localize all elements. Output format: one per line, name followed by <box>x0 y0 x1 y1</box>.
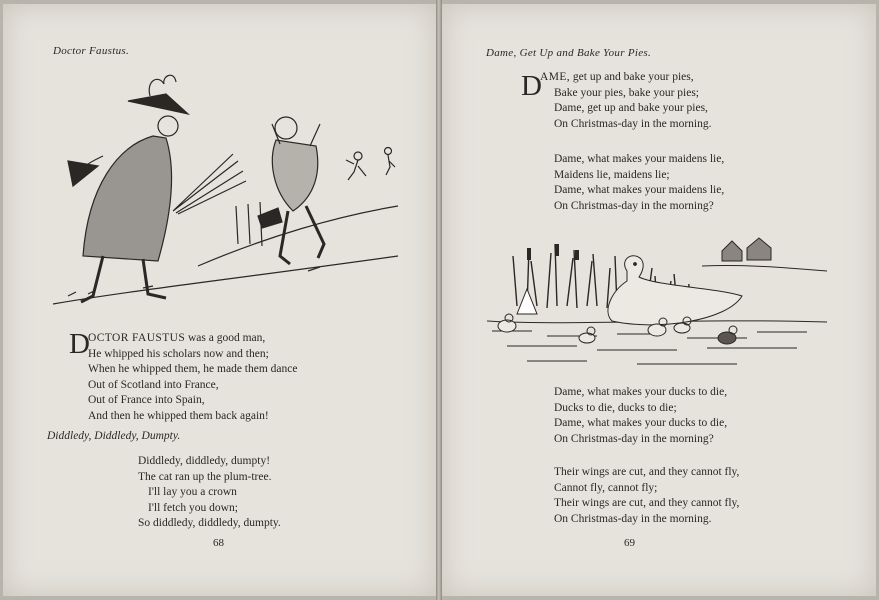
poem-line: The cat ran up the plum-tree. <box>138 470 272 483</box>
poem-line: Out of France into Spain, <box>88 394 205 406</box>
drop-cap: D <box>521 70 542 102</box>
poem-line: Maidens lie, maidens lie; <box>554 168 670 181</box>
page-header-left: Doctor Faustus. <box>53 45 129 57</box>
first-line-rest: get up and bake your pies, <box>570 71 694 83</box>
poem-doctor-faustus <box>69 328 298 424</box>
right-page <box>442 4 876 596</box>
drop-cap: D <box>69 328 90 360</box>
poem-line: Dame, get up and bake your pies, <box>554 102 708 114</box>
first-line-rest: was a good man, <box>185 332 266 344</box>
poem-dame-stanza-2 <box>554 152 724 214</box>
poem-diddledy <box>138 454 281 532</box>
poem-line: So diddledy, diddledy, dumpty. <box>138 517 281 529</box>
poem-line: On Christmas-day in the morning? <box>554 199 714 212</box>
poem-line: I'll fetch you down; <box>148 501 238 514</box>
first-line-caps: AME, <box>540 71 571 83</box>
poem-dame-stanza-4 <box>554 465 739 527</box>
poem-line: He whipped his scholars now and then; <box>88 347 269 360</box>
page-number-right: 69 <box>624 537 635 549</box>
poem-line: Cannot fly, cannot fly; <box>554 481 658 494</box>
ducks-pond-illustration <box>487 226 832 376</box>
page-number-left: 68 <box>213 537 224 549</box>
poem-line: On Christmas-day in the morning? <box>554 432 714 445</box>
poem-line: When he whipped them, he made them dance <box>88 363 298 375</box>
poem-line: Ducks to die, ducks to die; <box>554 401 677 414</box>
poem-line: Bake your pies, bake your pies; <box>554 86 699 99</box>
first-line-caps: OCTOR FAUSTUS <box>88 332 186 344</box>
poem-dame-stanza-3 <box>554 385 727 447</box>
doctor-faustus-illustration <box>48 66 403 316</box>
poem-dame-stanza-1 <box>521 70 711 132</box>
poem-line: Dame, what makes your ducks to die, <box>554 417 728 429</box>
left-page <box>3 4 436 596</box>
poem-line: Dame, what makes your ducks to die, <box>554 386 728 398</box>
poem-line: And then he whipped them back again! <box>88 409 269 422</box>
poem-line: Out of Scotland into France, <box>88 378 219 391</box>
poem-line: I'll lay you a crown <box>148 486 237 498</box>
page-header-right: Dame, Get Up and Bake Your Pies. <box>486 47 652 59</box>
poem-line: Dame, what makes your maidens lie, <box>554 153 725 165</box>
poem-title-diddledy: Diddledy, Diddledy, Dumpty. <box>47 430 181 442</box>
poem-line: Their wings are cut, and they cannot fly, <box>554 497 740 509</box>
poem-line: On Christmas-day in the morning. <box>554 512 712 525</box>
poem-line: Diddledy, diddledy, dumpty! <box>138 455 271 467</box>
poem-line: Their wings are cut, and they cannot fly, <box>554 466 740 478</box>
poem-line: On Christmas-day in the morning. <box>554 117 712 130</box>
poem-line: Dame, what makes your maidens lie, <box>554 184 725 196</box>
